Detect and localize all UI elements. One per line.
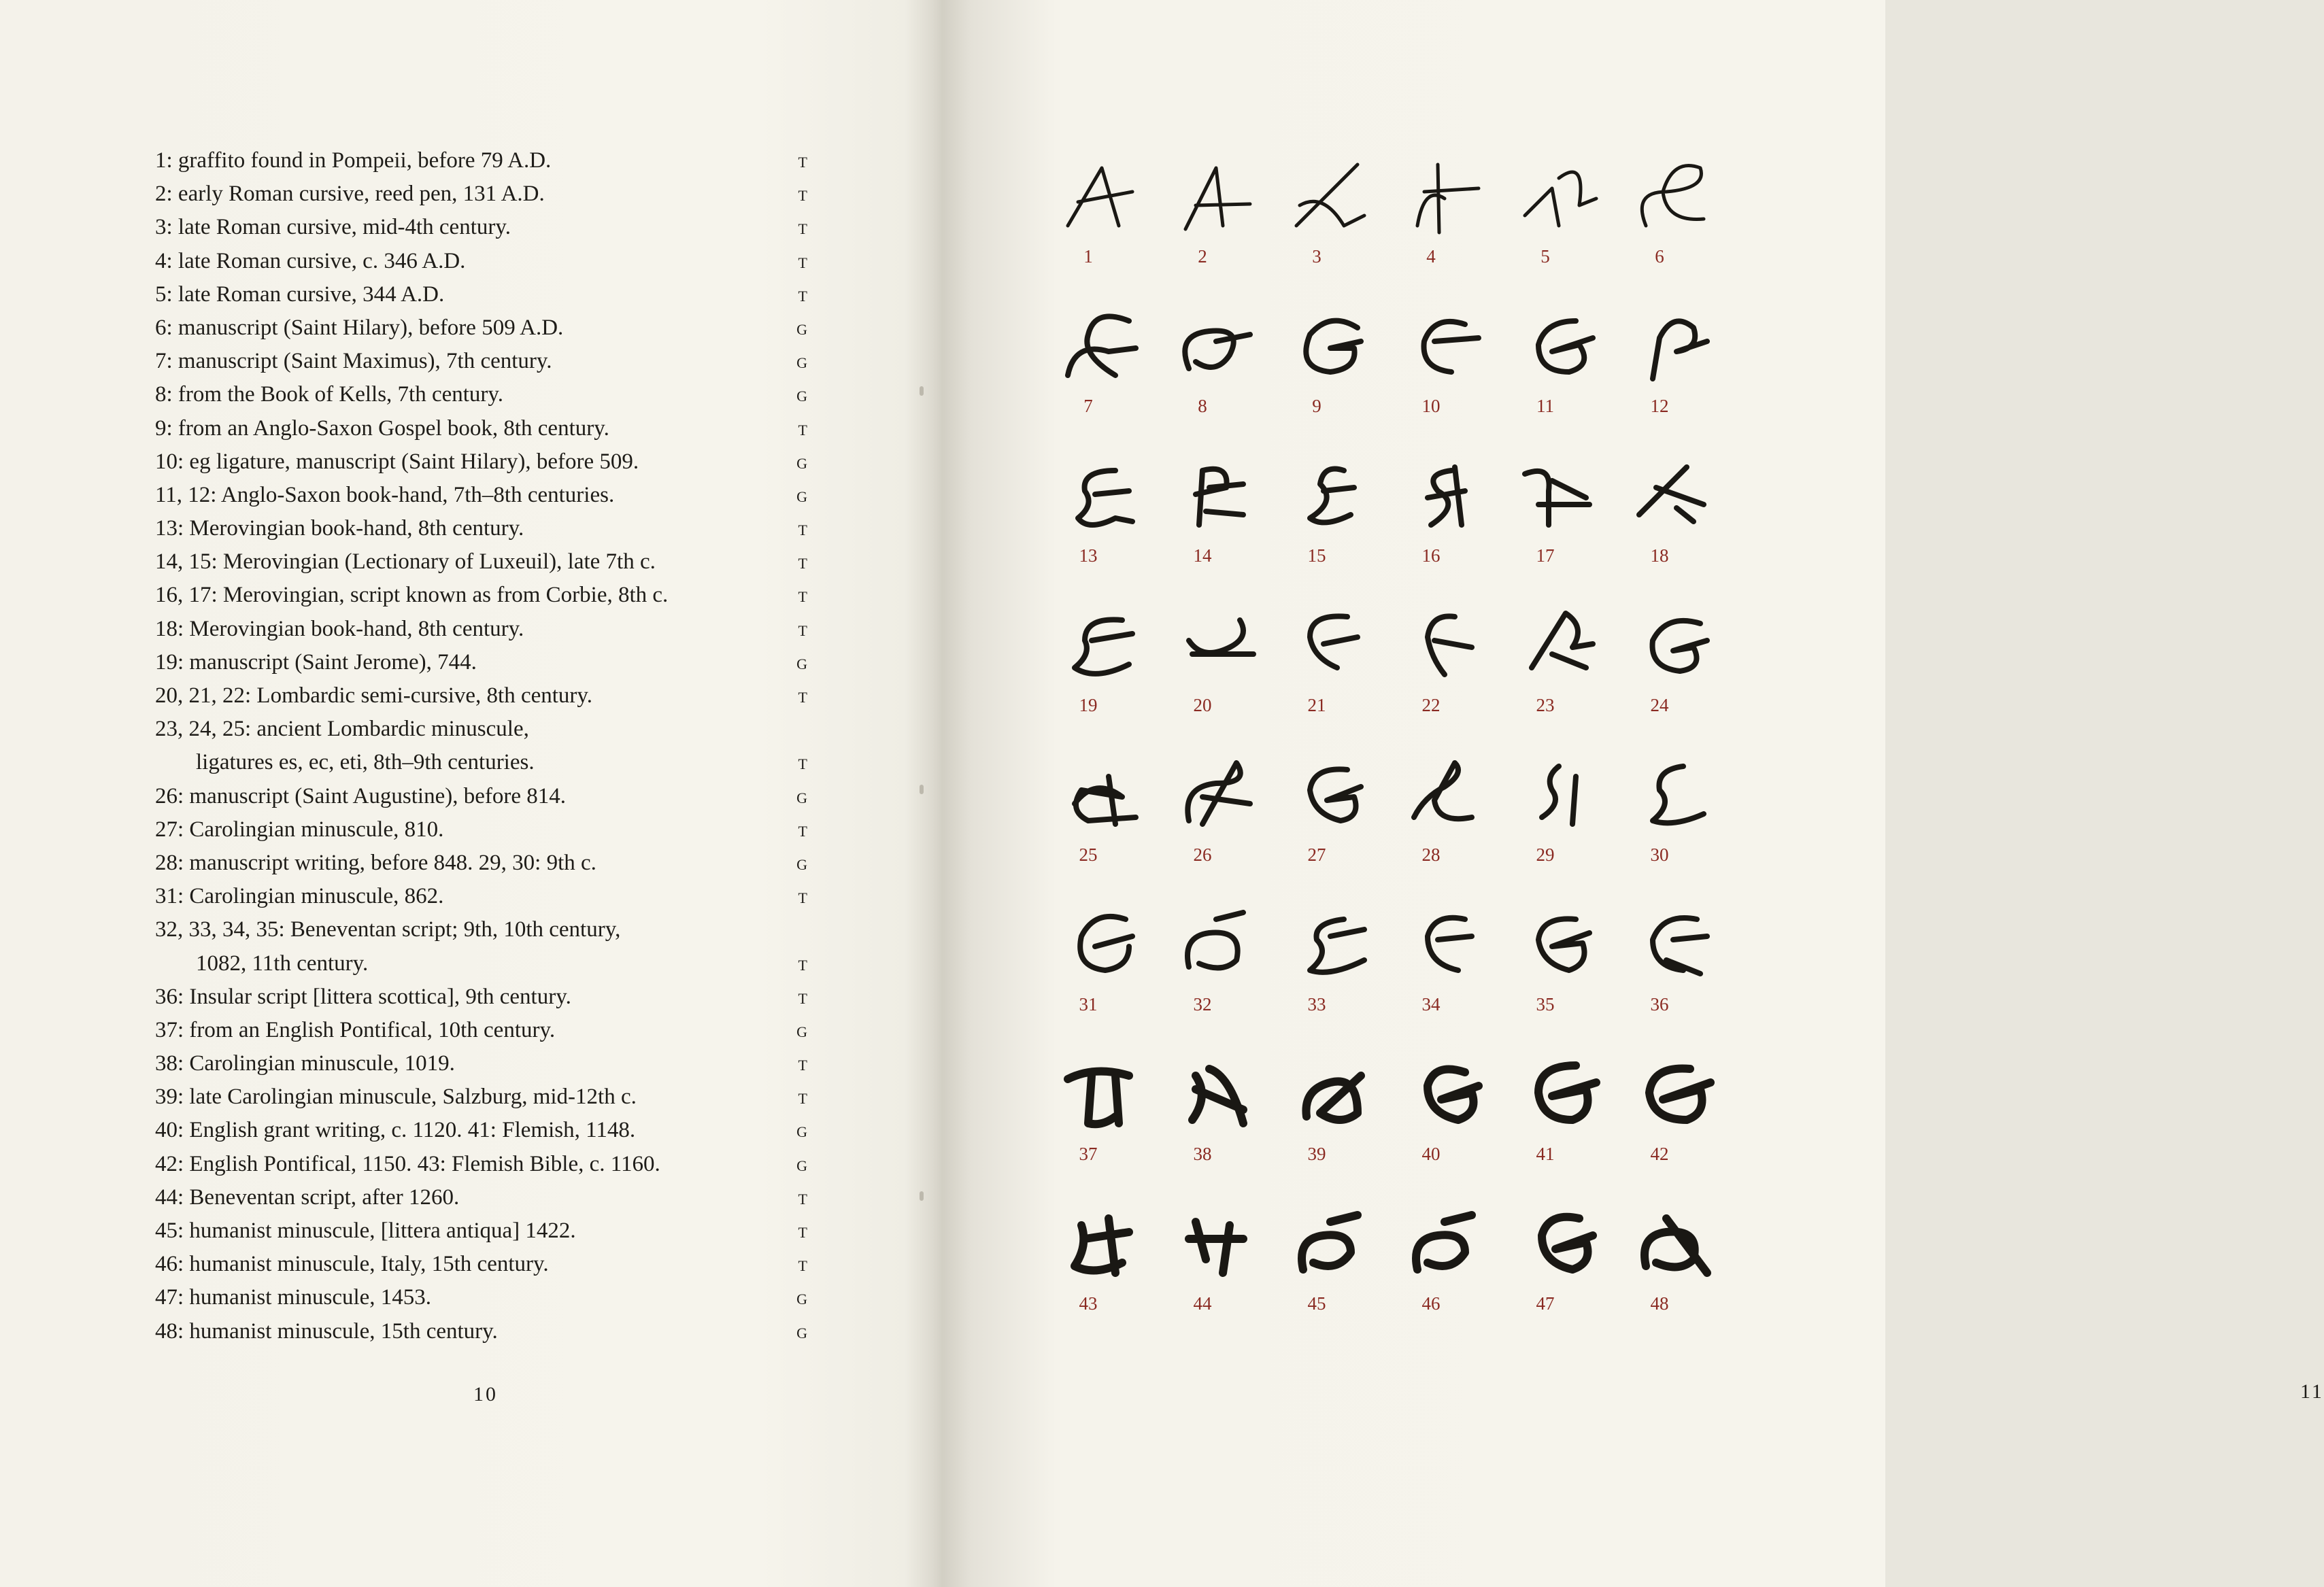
caption-source-code: G [796, 1291, 808, 1308]
caption-text: 4: late Roman cursive, c. 346 A.D. [155, 248, 466, 273]
caption-text: 7: manuscript (Saint Maximus), 7th century. [155, 349, 552, 374]
ampersand-glyph-icon [1283, 301, 1378, 396]
ampersand-glyph-icon [1054, 151, 1149, 246]
ampersand-glyph-icon [1168, 1048, 1264, 1144]
specimen-number: 20 [1193, 695, 1212, 715]
ampersand-glyph-icon [1626, 450, 1721, 545]
caption-text: 1: graffito found in Pompeii, before 79 A.D. [155, 148, 552, 173]
ampersand-specimen [1047, 600, 1156, 756]
caption-row [155, 880, 808, 913]
caption-row [155, 847, 808, 880]
gutter-mark [920, 386, 924, 396]
specimen-number: 32 [1193, 994, 1212, 1014]
caption-source-code: G [796, 789, 808, 806]
specimen-number: 13 [1079, 545, 1098, 566]
ampersand-glyph-icon [1626, 899, 1721, 994]
ampersand-glyph-icon [1054, 1198, 1149, 1293]
caption-source-code: G [796, 320, 808, 338]
caption-list [155, 144, 808, 1348]
ampersand-specimen [1047, 749, 1156, 906]
specimen-number: 45 [1307, 1293, 1326, 1314]
ampersand-specimen [1619, 899, 1728, 1055]
ampersand-glyph-icon [1511, 600, 1606, 695]
ampersand-glyph-icon [1283, 899, 1378, 994]
caption-row [155, 545, 808, 579]
caption-row [155, 1047, 808, 1080]
specimen-number: 41 [1536, 1144, 1555, 1164]
caption-text: 39: late Carolingian minuscule, Salzburg, mid-12th c. [155, 1085, 637, 1110]
caption-row [155, 177, 808, 211]
ampersand-glyph-icon [1283, 151, 1378, 246]
ampersand-specimen [1390, 151, 1499, 307]
specimen-number: 2 [1198, 246, 1207, 267]
ampersand-glyph-icon [1626, 301, 1721, 396]
ampersand-glyph-icon [1283, 600, 1378, 695]
ampersand-glyph-icon [1168, 600, 1264, 695]
caption-text: 14, 15: Merovingian (Lectionary of Luxeuil), late 7th c. [155, 549, 656, 575]
ampersand-specimen [1276, 301, 1385, 457]
ampersand-glyph-icon [1168, 899, 1264, 994]
ampersand-glyph-icon [1054, 899, 1149, 994]
ampersand-specimen [1162, 1198, 1270, 1354]
caption-text: 11, 12: Anglo-Saxon book-hand, 7th–8th centuries. [155, 482, 615, 507]
caption-source-code: T [798, 1090, 808, 1108]
caption-row [155, 980, 808, 1014]
ampersand-glyph-icon [1626, 1198, 1721, 1293]
specimen-number: 21 [1307, 695, 1326, 715]
caption-source-code: T [798, 588, 808, 606]
caption-text: 19: manuscript (Saint Jerome), 744. [155, 649, 477, 675]
ampersand-specimen [1504, 600, 1613, 756]
ampersand-glyph-icon [1397, 749, 1492, 844]
gutter-mark [920, 1191, 924, 1201]
caption-row [155, 144, 808, 177]
caption-row [155, 1114, 808, 1147]
specimen-number: 8 [1198, 396, 1207, 416]
ampersand-specimen [1047, 301, 1156, 457]
ampersand-specimen [1162, 899, 1270, 1055]
specimen-number: 10 [1421, 396, 1441, 416]
specimen-number: 5 [1540, 246, 1550, 267]
caption-text: 1082, 11th century. [196, 951, 369, 976]
caption-source-code: G [796, 1324, 808, 1342]
specimen-number: 38 [1193, 1144, 1212, 1164]
caption-text: 10: eg ligature, manuscript (Saint Hilary), before 509. [155, 449, 639, 474]
caption-source-code: G [796, 1023, 808, 1040]
caption-row [155, 278, 808, 311]
specimen-number: 25 [1079, 844, 1098, 865]
caption-source-code: T [798, 989, 808, 1007]
ampersand-glyph-icon [1397, 1198, 1492, 1293]
caption-source-code: T [798, 1224, 808, 1241]
ampersand-specimen [1162, 301, 1270, 457]
ampersand-glyph-icon [1511, 151, 1606, 246]
specimen-number: 1 [1083, 246, 1093, 267]
ampersand-glyph-icon [1283, 749, 1378, 844]
ampersand-specimen [1619, 151, 1728, 307]
specimen-number: 43 [1079, 1293, 1098, 1314]
caption-text: 6: manuscript (Saint Hilary), before 509 A.D. [155, 315, 564, 340]
caption-text: 31: Carolingian minuscule, 862. [155, 884, 444, 909]
caption-text: 28: manuscript writing, before 848. 29, 30: 9th c. [155, 850, 596, 875]
ampersand-specimen [1276, 1198, 1385, 1354]
ampersand-glyph-icon [1168, 301, 1264, 396]
page-number-left: 10 [473, 1383, 498, 1405]
specimen-number: 14 [1193, 545, 1212, 566]
caption-source-code: T [798, 1257, 808, 1275]
ampersand-specimen [1276, 1048, 1385, 1205]
ampersand-specimen [1390, 899, 1499, 1055]
caption-row [155, 311, 808, 345]
specimen-number: 47 [1536, 1293, 1555, 1314]
page-number-right: 11 [2300, 1380, 2324, 1403]
ampersand-specimen [1390, 749, 1499, 906]
caption-text: 46: humanist minuscule, Italy, 15th century. [155, 1252, 549, 1277]
caption-row [155, 1080, 808, 1114]
specimen-number: 9 [1312, 396, 1321, 416]
caption-row [155, 646, 808, 679]
ampersand-specimen [1390, 1048, 1499, 1205]
ampersand-specimen [1276, 151, 1385, 307]
caption-row [155, 780, 808, 813]
caption-source-code: T [798, 187, 808, 205]
specimen-number: 40 [1421, 1144, 1441, 1164]
ampersand-specimen [1047, 1048, 1156, 1205]
caption-source-code: T [798, 1057, 808, 1074]
specimen-number: 31 [1079, 994, 1098, 1014]
caption-source-code: G [796, 1123, 808, 1141]
caption-row [155, 1014, 808, 1047]
specimen-number: 29 [1536, 844, 1555, 865]
specimen-number: 24 [1650, 695, 1669, 715]
ampersand-specimen [1162, 450, 1270, 607]
specimen-number: 17 [1536, 545, 1555, 566]
ampersand-glyph-icon [1397, 151, 1492, 246]
ampersand-glyph-icon [1511, 450, 1606, 545]
ampersand-glyph-icon [1168, 749, 1264, 844]
ampersand-glyph-icon [1054, 301, 1149, 396]
ampersand-glyph-icon [1511, 1198, 1606, 1293]
specimen-number: 28 [1421, 844, 1441, 865]
ampersand-specimen [1504, 1198, 1613, 1354]
ampersand-glyph-icon [1626, 600, 1721, 695]
caption-text: 13: Merovingian book-hand, 8th century. [155, 516, 524, 541]
ampersand-specimen [1619, 450, 1728, 607]
caption-row [155, 1281, 808, 1314]
specimen-number: 26 [1193, 844, 1212, 865]
caption-source-code: G [796, 655, 808, 672]
ampersand-specimen [1619, 1198, 1728, 1354]
caption-row [155, 1181, 808, 1214]
caption-row [155, 378, 808, 411]
caption-source-code: T [798, 755, 808, 773]
caption-text: 44: Beneventan script, after 1260. [155, 1184, 460, 1210]
specimen-number: 16 [1421, 545, 1441, 566]
ampersand-glyph-icon [1283, 1048, 1378, 1144]
caption-row [155, 613, 808, 646]
caption-source-code: T [798, 889, 808, 907]
ampersand-specimen [1162, 600, 1270, 756]
ampersand-specimen [1047, 1198, 1156, 1354]
caption-source-code: G [796, 354, 808, 372]
caption-source-code: T [798, 421, 808, 439]
ampersand-glyph-icon [1397, 899, 1492, 994]
caption-row [155, 1315, 808, 1348]
caption-row [155, 445, 808, 479]
ampersand-specimen [1619, 600, 1728, 756]
ampersand-glyph-icon [1054, 450, 1149, 545]
ampersand-specimen [1504, 749, 1613, 906]
caption-text: 26: manuscript (Saint Augustine), before 814. [155, 783, 566, 808]
ampersand-glyph-icon [1511, 749, 1606, 844]
caption-row [155, 1248, 808, 1281]
ampersand-glyph-icon [1397, 301, 1492, 396]
caption-text: 32, 33, 34, 35: Beneventan script; 9th, 10th century, [155, 917, 621, 942]
caption-row [155, 245, 808, 278]
specimen-number: 39 [1307, 1144, 1326, 1164]
specimen-number: 46 [1421, 1293, 1441, 1314]
ampersand-glyph-icon [1511, 899, 1606, 994]
specimen-number: 3 [1312, 246, 1321, 267]
left-page [0, 0, 932, 1587]
caption-source-code: T [798, 1190, 808, 1208]
caption-text: ligatures es, ec, eti, 8th–9th centuries. [196, 750, 535, 775]
ampersand-specimen [1390, 450, 1499, 607]
specimen-number: 23 [1536, 695, 1555, 715]
ampersand-specimen [1047, 450, 1156, 607]
ampersand-glyph-icon [1054, 749, 1149, 844]
caption-source-code: T [798, 621, 808, 639]
ampersand-specimen [1504, 1048, 1613, 1205]
ampersand-glyph-icon [1168, 1198, 1264, 1293]
caption-row [155, 211, 808, 244]
caption-source-code: T [798, 287, 808, 305]
caption-source-code: G [796, 1157, 808, 1174]
specimen-number: 33 [1307, 994, 1326, 1014]
specimen-number: 35 [1536, 994, 1555, 1014]
ampersand-specimen [1504, 899, 1613, 1055]
ampersand-specimen [1047, 151, 1156, 307]
specimen-number: 18 [1650, 545, 1669, 566]
caption-source-code: G [796, 388, 808, 405]
caption-text: 27: Carolingian minuscule, 810. [155, 817, 444, 842]
specimen-number: 4 [1426, 246, 1436, 267]
caption-row [155, 412, 808, 445]
ampersand-glyph-icon [1283, 1198, 1378, 1293]
caption-text: 45: humanist minuscule, [littera antiqua] 1422. [155, 1218, 576, 1243]
specimen-number: 6 [1655, 246, 1664, 267]
caption-source-code: G [796, 855, 808, 873]
ampersand-specimen [1162, 1048, 1270, 1205]
ampersand-glyph-icon [1168, 151, 1264, 246]
ampersand-glyph-icon [1054, 1048, 1149, 1144]
caption-source-code: T [798, 956, 808, 974]
specimen-number: 48 [1650, 1293, 1669, 1314]
ampersand-glyph-icon [1626, 1048, 1721, 1144]
caption-text: 2: early Roman cursive, reed pen, 131 A.D. [155, 182, 545, 207]
caption-row [155, 479, 808, 512]
caption-row [155, 1148, 808, 1181]
caption-text: 38: Carolingian minuscule, 1019. [155, 1051, 455, 1076]
caption-text: 16, 17: Merovingian, script known as from Corbie, 8th c. [155, 583, 669, 608]
ampersand-specimen [1619, 1048, 1728, 1205]
caption-text: 36: Insular script [littera scottica], 9th century. [155, 984, 571, 1009]
caption-row [155, 813, 808, 847]
caption-text: 40: English grant writing, c. 1120. 41: Flemish, 1148. [155, 1118, 636, 1143]
specimen-number: 44 [1193, 1293, 1212, 1314]
specimen-number: 30 [1650, 844, 1669, 865]
caption-source-code: T [798, 254, 808, 271]
specimen-number: 36 [1650, 994, 1669, 1014]
ampersand-glyph-icon [1054, 600, 1149, 695]
ampersand-glyph-icon [1626, 749, 1721, 844]
caption-row [155, 913, 808, 946]
caption-source-code: T [798, 555, 808, 573]
caption-source-code: T [798, 689, 808, 706]
caption-source-code: G [796, 488, 808, 505]
gutter-mark [920, 785, 924, 794]
ampersand-specimen [1504, 450, 1613, 607]
caption-source-code: G [796, 454, 808, 472]
caption-text: 5: late Roman cursive, 344 A.D. [155, 281, 445, 307]
ampersand-specimen [1619, 301, 1728, 457]
ampersand-specimen [1276, 450, 1385, 607]
caption-text: 3: late Roman cursive, mid-4th century. [155, 215, 511, 240]
ampersand-specimen [1047, 899, 1156, 1055]
ampersand-specimen-grid [1047, 151, 1700, 1348]
specimen-number: 37 [1079, 1144, 1098, 1164]
caption-source-code: T [798, 154, 808, 171]
caption-source-code: T [798, 220, 808, 238]
ampersand-specimen [1390, 301, 1499, 457]
ampersand-specimen [1619, 749, 1728, 906]
specimen-number: 19 [1079, 695, 1098, 715]
caption-text: 48: humanist minuscule, 15th century. [155, 1318, 498, 1344]
caption-row [155, 1214, 808, 1248]
caption-row [155, 512, 808, 545]
caption-text: 18: Merovingian book-hand, 8th century. [155, 616, 524, 641]
specimen-number: 7 [1083, 396, 1093, 416]
ampersand-glyph-icon [1168, 450, 1264, 545]
caption-text: 20, 21, 22: Lombardic semi-cursive, 8th century. [155, 683, 593, 708]
specimen-number: 27 [1307, 844, 1326, 865]
specimen-number: 42 [1650, 1144, 1669, 1164]
ampersand-specimen [1390, 1198, 1499, 1354]
ampersand-glyph-icon [1511, 1048, 1606, 1144]
ampersand-glyph-icon [1511, 301, 1606, 396]
specimen-number: 12 [1650, 396, 1669, 416]
ampersand-glyph-icon [1397, 1048, 1492, 1144]
ampersand-specimen [1162, 749, 1270, 906]
caption-row [155, 679, 808, 713]
caption-source-code: T [798, 522, 808, 539]
ampersand-specimen [1390, 600, 1499, 756]
caption-text: 8: from the Book of Kells, 7th century. [155, 382, 504, 407]
caption-row [155, 746, 808, 779]
caption-row [155, 713, 808, 746]
caption-row [155, 579, 808, 612]
ampersand-glyph-icon [1626, 151, 1721, 246]
ampersand-specimen [1276, 899, 1385, 1055]
specimen-number: 11 [1536, 396, 1554, 416]
ampersand-glyph-icon [1397, 450, 1492, 545]
specimen-number: 15 [1307, 545, 1326, 566]
specimen-number: 22 [1421, 695, 1441, 715]
caption-source-code: T [798, 822, 808, 840]
caption-text: 37: from an English Pontifical, 10th century. [155, 1017, 556, 1042]
ampersand-specimen [1276, 749, 1385, 906]
ampersand-specimen [1504, 301, 1613, 457]
caption-text: 23, 24, 25: ancient Lombardic minuscule, [155, 717, 529, 742]
ampersand-specimen [1276, 600, 1385, 756]
caption-row [155, 345, 808, 378]
caption-text: 9: from an Anglo-Saxon Gospel book, 8th century. [155, 415, 609, 441]
ampersand-glyph-icon [1397, 600, 1492, 695]
ampersand-glyph-icon [1283, 450, 1378, 545]
caption-row [155, 947, 808, 980]
caption-text: 42: English Pontifical, 1150. 43: Flemish Bible, c. 1160. [155, 1151, 660, 1176]
specimen-number: 34 [1421, 994, 1441, 1014]
caption-text: 47: humanist minuscule, 1453. [155, 1285, 432, 1310]
ampersand-specimen [1162, 151, 1270, 307]
ampersand-specimen [1504, 151, 1613, 307]
